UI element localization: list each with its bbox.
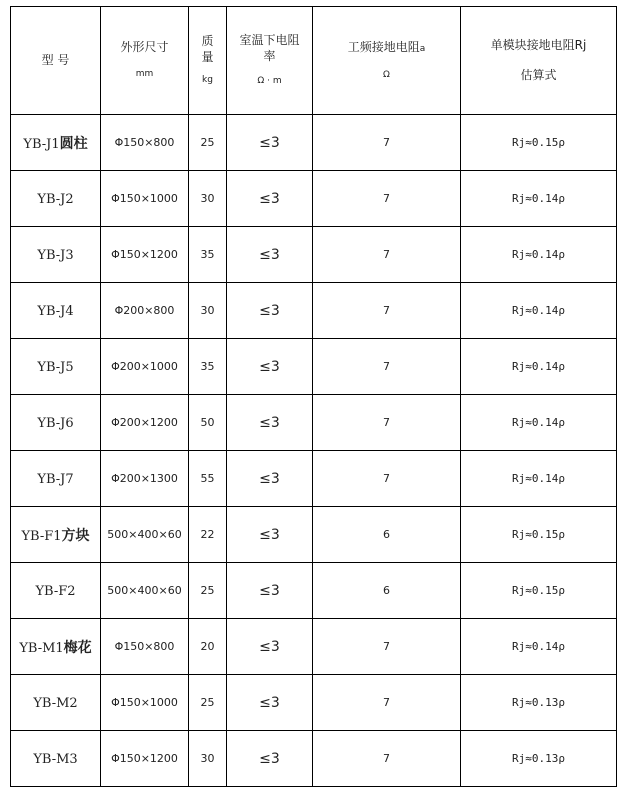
cell-resistivity: ≤3 (227, 227, 313, 283)
cell-size: Φ200×800 (101, 283, 189, 339)
table-row (11, 171, 617, 227)
cell-size: Φ200×1000 (101, 339, 189, 395)
cell-resistivity: ≤3 (227, 619, 313, 675)
cell-mass: 30 (189, 171, 227, 227)
table-row (11, 731, 617, 787)
model-type: 梅花 (63, 639, 92, 656)
cell-mass: 30 (189, 283, 227, 339)
cell-formula: Rj≈0.15ρ (461, 115, 617, 171)
cell-freq-resistance: 7 (313, 227, 461, 283)
cell-formula: Rj≈0.14ρ (461, 283, 617, 339)
cell-freq-resistance: 7 (313, 395, 461, 451)
header-size-label: 外形尺寸 (120, 39, 169, 54)
cell-model (11, 675, 101, 731)
cell-freq-resistance: 7 (313, 619, 461, 675)
cell-model (11, 339, 101, 395)
cell-freq-resistance: 7 (313, 731, 461, 787)
cell-freq-resistance: 7 (313, 451, 461, 507)
cell-mass: 30 (189, 731, 227, 787)
cell-model (11, 507, 101, 563)
table-row (11, 115, 617, 171)
header-size (101, 7, 189, 115)
cell-model (11, 451, 101, 507)
cell-resistivity: ≤3 (227, 675, 313, 731)
cell-mass: 35 (189, 227, 227, 283)
cell-mass: 25 (189, 563, 227, 619)
header-mass-unit: kg (202, 75, 213, 86)
model-code: YB-F2 (35, 583, 76, 599)
table-row (11, 339, 617, 395)
cell-freq-resistance: 7 (313, 115, 461, 171)
table-row (11, 675, 617, 731)
cell-resistivity: ≤3 (227, 283, 313, 339)
model-code: YB-F1 (21, 528, 62, 544)
cell-resistivity: ≤3 (227, 171, 313, 227)
cell-formula: Rj≈0.13ρ (461, 675, 617, 731)
cell-size: Φ150×1200 (101, 227, 189, 283)
cell-freq-resistance: 7 (313, 171, 461, 227)
cell-resistivity: ≤3 (227, 115, 313, 171)
header-freq-resistance (313, 7, 461, 115)
header-row (11, 7, 617, 115)
model-code: YB-J3 (37, 247, 74, 263)
cell-freq-resistance: 6 (313, 563, 461, 619)
spec-table (10, 6, 617, 787)
cell-size: Φ150×1000 (101, 675, 189, 731)
model-type: 方块 (61, 527, 90, 544)
cell-formula: Rj≈0.14ρ (461, 451, 617, 507)
table-row (11, 451, 617, 507)
cell-size: Φ150×1000 (101, 171, 189, 227)
cell-size: Φ150×800 (101, 115, 189, 171)
cell-resistivity: ≤3 (227, 507, 313, 563)
header-resistivity-unit: Ω · m (257, 76, 282, 87)
model-code: YB-J2 (37, 191, 74, 207)
cell-mass: 25 (189, 675, 227, 731)
model-code: YB-J7 (37, 471, 74, 487)
table-row (11, 395, 617, 451)
model-code: YB-J4 (37, 303, 74, 319)
cell-mass: 55 (189, 451, 227, 507)
table-row (11, 619, 617, 675)
header-freq-unit: Ω (383, 69, 390, 80)
cell-formula: Rj≈0.14ρ (461, 619, 617, 675)
header-single-label-1: 单模块接地电阻Rj (490, 37, 587, 52)
cell-mass: 22 (189, 507, 227, 563)
cell-resistivity: ≤3 (227, 731, 313, 787)
cell-size: 500×400×60 (101, 507, 189, 563)
model-code: YB-M1 (19, 640, 64, 656)
cell-resistivity: ≤3 (227, 395, 313, 451)
header-freq-sub: a (419, 43, 426, 54)
cell-freq-resistance: 7 (313, 339, 461, 395)
header-resistivity-label-2: 率 (263, 48, 276, 63)
cell-resistivity: ≤3 (227, 339, 313, 395)
cell-mass: 25 (189, 115, 227, 171)
cell-model (11, 619, 101, 675)
header-model (11, 7, 101, 115)
cell-mass: 35 (189, 339, 227, 395)
cell-model (11, 115, 101, 171)
cell-size: Φ200×1300 (101, 451, 189, 507)
cell-model (11, 563, 101, 619)
header-single-module (461, 7, 617, 115)
header-resistivity (227, 7, 313, 115)
cell-mass: 50 (189, 395, 227, 451)
cell-freq-resistance: 6 (313, 507, 461, 563)
cell-formula: Rj≈0.14ρ (461, 339, 617, 395)
header-single-label-2: 估算式 (520, 67, 557, 82)
header-model-label: 型 号 (41, 52, 70, 67)
cell-formula: Rj≈0.15ρ (461, 563, 617, 619)
cell-formula: Rj≈0.14ρ (461, 395, 617, 451)
cell-formula: Rj≈0.13ρ (461, 731, 617, 787)
cell-freq-resistance: 7 (313, 675, 461, 731)
header-resistivity-label-1: 室温下电阻 (239, 33, 300, 48)
cell-resistivity: ≤3 (227, 563, 313, 619)
cell-model (11, 395, 101, 451)
cell-model (11, 731, 101, 787)
table-row (11, 563, 617, 619)
header-mass (189, 7, 227, 115)
model-type: 圆柱 (59, 135, 88, 152)
cell-model (11, 283, 101, 339)
cell-formula: Rj≈0.14ρ (461, 171, 617, 227)
cell-size: Φ150×1200 (101, 731, 189, 787)
cell-size: Φ200×1200 (101, 395, 189, 451)
table-row (11, 283, 617, 339)
cell-size: Φ150×800 (101, 619, 189, 675)
model-code: YB-J6 (37, 415, 74, 431)
model-code: YB-J1 (23, 136, 60, 152)
table-row (11, 227, 617, 283)
cell-formula: Rj≈0.14ρ (461, 227, 617, 283)
model-code: YB-M2 (33, 695, 78, 711)
table-row (11, 507, 617, 563)
model-code: YB-J5 (37, 359, 74, 375)
cell-formula: Rj≈0.15ρ (461, 507, 617, 563)
cell-size: 500×400×60 (101, 563, 189, 619)
header-mass-label-1: 质 (201, 34, 214, 49)
header-freq-label: 工频接地电阻 (347, 39, 420, 54)
cell-mass: 20 (189, 619, 227, 675)
model-code: YB-M3 (33, 751, 78, 767)
cell-model (11, 227, 101, 283)
header-mass-label-2: 量 (201, 49, 214, 64)
header-size-unit: mm (135, 69, 154, 80)
cell-freq-resistance: 7 (313, 283, 461, 339)
cell-model (11, 171, 101, 227)
cell-resistivity: ≤3 (227, 451, 313, 507)
